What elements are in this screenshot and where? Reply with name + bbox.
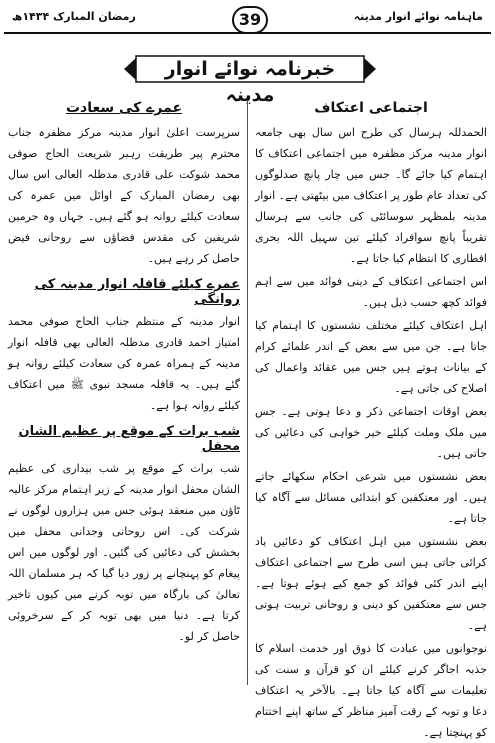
left-column — [8, 98, 240, 688]
subheading-umrah-caravan: عمرے کیلئے قافلہ انوار مدینہ کی روانگی — [34, 277, 240, 307]
paragraph: نوجوانوں میں عبادت کا ذوق اور خدمت اسلام کا جذبہ اجاگر کرنے کیلئے ان کو قرآن و سنت کی تعلیمات سے آگاہ کیا جاتا ہے۔ بالآخر یہ اعتکاف دعا و توبہ کے رقت آمیز مناظر کے ساتھ اپنے اختتام کو پہنچتا ہے۔ — [255, 642, 487, 739]
paragraph: سرپرست اعلیٰ انوار مدینہ مرکز مظفرہ جناب محترم پیر طریقت رہبر شریعت الحاج صوفی محمد شوکت علی قادری مدظلہ العالی اس سال بھی رمضان المبارک کے اوائل میں عمرہ کی سعادت کیلئے روانہ ہو گئے ہیں۔ جہاں وہ حرمین شریفین کی مقدس فضاؤں سے روحانی فیض حاصل کر رہے ہیں۔ — [8, 126, 240, 265]
section-heading-umrah: عمرے کی سعادت — [65, 100, 183, 116]
title-banner — [122, 50, 378, 106]
paragraph: شب برات کے موقع پر شب بیداری کی عظیم الشان محفل انوار مدینہ کے زیر اہتمام مرکز عالیہ ٹاؤن میں منعقد ہوئی جس میں ہزاروں لوگوں نے شرکت کی۔ اس روحانی وجدانی محفل میں بخشش کی دعائیں کی گئیں۔ اور لوگوں میں اس پیغام کو پہنچانے پر زور دیا گیا کہ ہر مسلمان اللہ تعالیٰ کی بارگاہ میں توبہ کرنے میں کیوں تاخیر کرتا ہے۔ دنیا میں بھی توبہ کر کے سرخروئی حاصل کر لو۔ — [8, 462, 240, 643]
magazine-page — [4, 4, 491, 739]
column-divider — [247, 100, 248, 685]
banner-title: خبرنامہ نوائے انوار مدینہ — [164, 58, 336, 106]
issue-date: رمضان المبارک ۱۴۳۴ھ — [12, 10, 136, 23]
subheading-shab-e-barat: شب برات کے موقع پر عظیم الشان محفل — [18, 424, 240, 454]
paragraph: بعض اوقات اجتماعی ذکر و دعا ہوتی ہے۔ جس میں ملک وملت کیلئے خیر خواہی کی دعائیں کی جاتی ہیں۔ — [255, 405, 487, 460]
paragraph: الحمدللہ ہرسال کی طرح اس سال بھی جامعہ انوار مدینہ مرکز مظفرہ میں اجتماعی اعتکاف کا اہتمام کیا جائے گا۔ جس میں چار پانچ صدلوگوں کی تعداد عام طور پر اعتکاف میں بیٹھتی ہے۔ انوار مدینہ بلمظہر سوسائٹی کی جانب سے ہرسال تقریباً پانچ سوافراد کیلئے تین سہیل اللہ بحری افطاری کا انتظام کیا جاتا ہے۔ — [255, 126, 487, 265]
page-header — [4, 4, 491, 38]
paragraph: بعض نشستوں میں اہل اعتکاف کو دعائیں یاد کرائی جاتی ہیں اسی طرح سے اجتماعی اعتکاف اپنے اندر کئی فوائد کو جمع کیے ہوئے ہوتا ہے۔ جس سے معتکفین کو دینی و روحانی تربیت ہوتی ہے۔ — [255, 535, 487, 632]
paragraph: بعض نشستوں میں شرعی احکام سکھائے جاتے ہیں۔ اور معتکفین کو ابتدائی مسائل سے آگاہ کیا جاتا ہے۔ — [255, 470, 487, 525]
section-heading-itikaf: اجتماعی اعتکاف — [314, 100, 428, 116]
paragraph: انوار مدینہ کے منتظم جناب الحاج صوفی محمد امتیاز احمد قادری مدظلہ العالی بھی قافلہ انوار مدینہ کے ہمراہ عمرہ کی سعادت کیلئے روانہ ہو گئے ہیں۔ یہ قافلہ مسجد نبوی ﷺ میں اعتکاف کیلئے روانہ ہوا ہے۔ — [8, 315, 240, 412]
paragraph: اہل اعتکاف کیلئے مختلف نشستوں کا اہتمام کیا جاتا ہے۔ جن میں سے بعض کے اندر علمائے کرام کے بیانات ہوتے ہیں جس میں عقائد واعمال کی اصلاح کی جاتی ہے۔ — [255, 319, 487, 395]
page-number: 39 — [232, 6, 268, 34]
magazine-name: ماہنامہ نوائے انوار مدینہ — [353, 10, 483, 23]
header-rule — [4, 32, 491, 34]
paragraph: اس اجتماعی اعتکاف کے دینی فوائد میں سے اہم فوائد کچھ حسب ذیل ہیں۔ — [255, 275, 487, 309]
right-column — [255, 98, 487, 739]
